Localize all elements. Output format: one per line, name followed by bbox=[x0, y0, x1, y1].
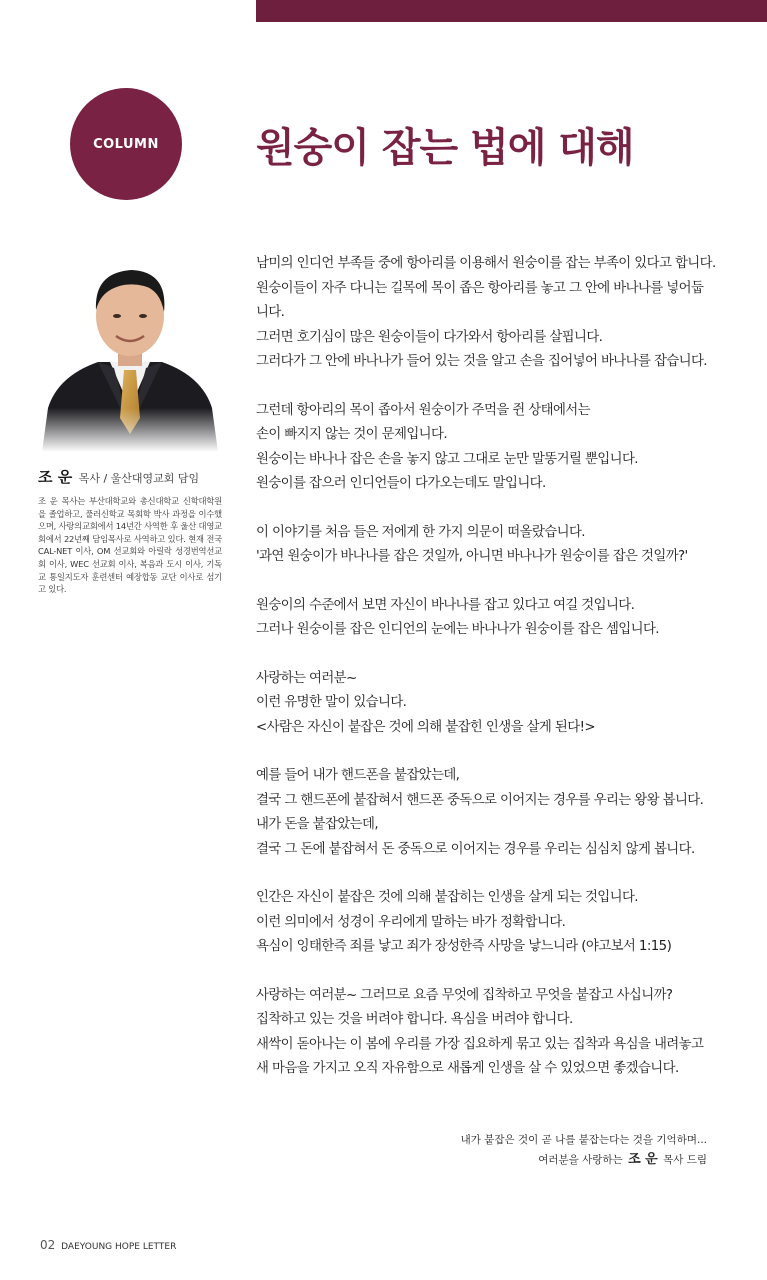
signature-prefix: 여러분을 사랑하는 bbox=[538, 1154, 623, 1166]
article-paragraph bbox=[256, 886, 716, 960]
author-heading bbox=[38, 466, 222, 487]
article-line: 사랑하는 여러분~ bbox=[256, 670, 357, 686]
article-line: 원숭이는 바나나 잡은 손을 놓지 않고 그대로 눈만 말똥거릴 뿐입니다. bbox=[256, 451, 638, 467]
page-number: 02 bbox=[40, 1238, 56, 1252]
author-role: 목사 / 울산대영교회 담임 bbox=[78, 472, 200, 485]
column-badge bbox=[70, 88, 182, 200]
article-paragraph bbox=[256, 399, 716, 497]
article-paragraph bbox=[256, 252, 716, 375]
author-info bbox=[38, 466, 222, 596]
article-line: 이 이야기를 처음 들은 저에게 한 가지 의문이 떠올랐습니다. bbox=[256, 524, 585, 540]
article-paragraph bbox=[256, 594, 716, 643]
article-paragraph bbox=[256, 521, 716, 570]
article-line: 욕심이 잉태한즉 죄를 낳고 죄가 장성한즉 사망을 낳느니라 (야고보서 1:15) bbox=[256, 939, 672, 954]
article-line: 새 마음을 가지고 오직 자유함으로 새롭게 인생을 살 수 있었으면 좋겠습니다. bbox=[256, 1061, 679, 1076]
signature-block bbox=[461, 1130, 707, 1170]
article-line: 남미의 인디언 부족들 중에 항아리를 이용해서 원숭이를 잡는 부족이 있다고 합니다. bbox=[256, 256, 716, 271]
article-line: 니다. bbox=[256, 305, 285, 320]
article-line: 예를 들어 내가 핸드폰을 붙잡았는데, bbox=[256, 768, 460, 783]
article-line: 그러다가 그 안에 바나나가 들어 있는 것을 알고 손을 집어넣어 바나나를 잡습니다. bbox=[256, 354, 707, 369]
article-line: 그러면 호기심이 많은 원숭이들이 다가와서 항아리를 살핍니다. bbox=[256, 329, 603, 345]
article-line: 원숭이들이 자주 다니는 길목에 목이 좁은 항아리를 놓고 그 안에 바나나를 넣어둡 bbox=[256, 280, 704, 296]
article-line: <사람은 자신이 붙잡은 것에 의해 붙잡힌 인생을 살게 된다!> bbox=[256, 719, 595, 735]
article-line: 그러나 원숭이를 잡은 인디언의 눈에는 바나나가 원숭이를 잡은 셈입니다. bbox=[256, 622, 659, 637]
article-line: 결국 그 돈에 붙잡혀서 돈 중독으로 이어지는 경우를 우리는 심심치 않게 봅니다. bbox=[256, 841, 695, 857]
article-body bbox=[256, 252, 716, 1106]
article-line: 그런데 항아리의 목이 좁아서 원숭이가 주먹을 쥔 상태에서는 bbox=[256, 402, 590, 418]
publication-name: DAEYOUNG HOPE LETTER bbox=[61, 1242, 177, 1252]
article-line: '과연 원숭이가 바나나를 잡은 것일까, 아니면 바나나가 원숭이를 잡은 것일까?' bbox=[256, 549, 688, 564]
article-paragraph bbox=[256, 984, 716, 1082]
signature-line-1: 내가 붙잡은 것이 곧 나를 붙잡는다는 것을 기억하며... bbox=[460, 1134, 707, 1146]
column-badge-label: COLUMN bbox=[93, 136, 159, 152]
article-line: 인간은 자신이 붙잡은 것에 의해 붙잡히는 인생을 살게 되는 것입니다. bbox=[256, 890, 638, 905]
page-footer bbox=[40, 1238, 176, 1252]
article-line: 원숭이를 잡으러 인디언들이 다가오는데도 말입니다. bbox=[256, 476, 546, 491]
page-title: 원숭이 잡는 법에 대해 bbox=[256, 125, 634, 171]
article-line: 이런 유명한 말이 있습니다. bbox=[256, 695, 407, 710]
article-paragraph bbox=[256, 764, 716, 862]
article-line: 새싹이 돋아나는 이 봄에 우리를 가장 집요하게 묶고 있는 집착과 욕심을 내려놓고 bbox=[256, 1036, 704, 1052]
article-line: 이런 의미에서 성경이 우리에게 말하는 바가 정확합니다. bbox=[256, 914, 566, 930]
article-line: 원숭이의 수준에서 보면 자신이 바나나를 잡고 있다고 여길 것입니다. bbox=[256, 597, 635, 613]
top-accent-bar bbox=[256, 0, 767, 22]
article-paragraph bbox=[256, 667, 716, 741]
signature-suffix: 목사 드림 bbox=[663, 1154, 707, 1166]
article-line: 집착하고 있는 것을 버려야 합니다. 욕심을 버려야 합니다. bbox=[256, 1012, 573, 1027]
author-name: 조 운 bbox=[38, 468, 73, 486]
article-line: 내가 돈을 붙잡았는데, bbox=[256, 817, 378, 832]
signature-line-2 bbox=[461, 1150, 707, 1170]
signature-name: 조 운 bbox=[628, 1152, 658, 1167]
author-bio: 조 운 목사는 부산대학교와 총신대학교 신학대학원을 졸업하고, 풀러신학교 목회학 박사 과정을 이수했으며, 사랑의교회에서 14년간 사역한 후 울산 대영교회에서 22년째 담임목사로 사역하고 있다. 현재 전국 CAL-NET 이사, OM 선교회와 아릴락 성경번역선교회 이사, WEC 선교회 이사, 복음과 도시 이사, 기독교 통일지도자 훈련센터 예장합동 교단 이사로 섬기고 있다. bbox=[38, 496, 222, 595]
author-portrait bbox=[38, 258, 222, 452]
article-line: 결국 그 핸드폰에 붙잡혀서 핸드폰 중독으로 이어지는 경우를 우리는 왕왕 봅니다. bbox=[256, 792, 704, 808]
article-line: 사랑하는 여러분~ 그러므로 요즘 무엇에 집착하고 무엇을 붙잡고 사십니까? bbox=[256, 987, 673, 1003]
article-line: 손이 빠지지 않는 것이 문제입니다. bbox=[256, 427, 447, 442]
